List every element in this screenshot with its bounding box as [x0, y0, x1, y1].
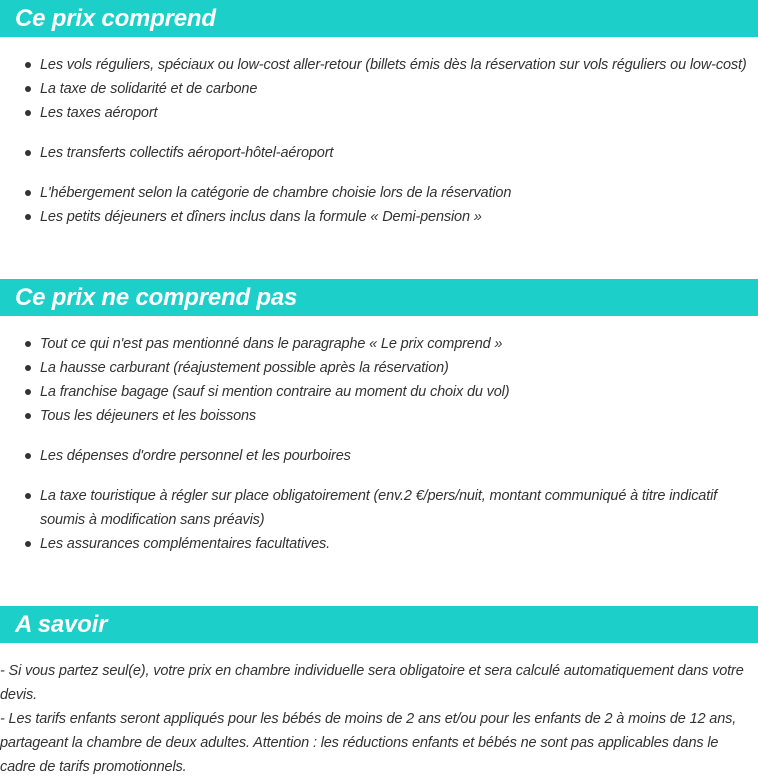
list-item-text: Les transferts collectifs aéroport-hôtel-aéroport [40, 145, 334, 161]
list-item-text: La franchise bagage (sauf si mention contraire au moment du choix du vol) [40, 384, 510, 400]
list-item [0, 444, 758, 468]
bullet-icon [25, 110, 31, 116]
list-item [0, 141, 758, 165]
section-title-excluded: Ce prix ne comprend pas [0, 279, 758, 316]
list-item [0, 356, 758, 380]
list-item [0, 332, 758, 356]
list-item [0, 205, 758, 229]
excluded-list [0, 332, 758, 556]
list-item [0, 181, 758, 205]
bullet-icon [25, 365, 31, 371]
bullet-icon [25, 541, 31, 547]
list-item [0, 101, 758, 125]
section-title-info: A savoir [0, 606, 758, 643]
list-item-text: La taxe de solidarité et de carbone [40, 81, 258, 97]
list-item [0, 404, 758, 428]
bullet-icon [25, 62, 31, 68]
list-item-text: L'hébergement selon la catégorie de chambre choisie lors de la réservation [40, 185, 512, 201]
info-note-children: - Les tarifs enfants seront appliqués pour les bébés de moins de 2 ans et/ou pour les enfants de 2 à moins de 12 ans, partageant la chambre de deux adultes. Attention : les réductions enfants et bébés ne sont pas applicables dans le cadre de tarifs promotionnels. [0, 711, 737, 775]
list-item-text: La taxe touristique à régler sur place obligatoirement (env.2 €/pers/nuit, montant communiqué à titre indicatif soumis à modification sans préavis) [40, 488, 718, 528]
bullet-icon [25, 493, 31, 499]
bullet-icon [25, 341, 31, 347]
list-item [0, 53, 758, 77]
info-note-single: - Si vous partez seul(e), votre prix en chambre individuelle sera obligatoire et sera calculé automatiquement dans votre devis. [0, 663, 744, 703]
bullet-icon [25, 453, 31, 459]
list-item-text: La hausse carburant (réajustement possible après la réservation) [40, 360, 449, 376]
included-list [0, 53, 758, 229]
list-item [0, 77, 758, 101]
bullet-icon [25, 214, 31, 220]
list-item-text: Les assurances complémentaires facultatives. [40, 536, 330, 552]
list-item [0, 532, 758, 556]
bullet-icon [25, 190, 31, 196]
bullet-icon [25, 389, 31, 395]
list-item-text: Les petits déjeuners et dîners inclus dans la formule « Demi-pension » [40, 209, 482, 225]
list-item [0, 484, 758, 532]
list-item-text: Les vols réguliers, spéciaux ou low-cost aller-retour (billets émis dès la réservation sur vols réguliers ou low-cost) [40, 57, 747, 73]
list-item-text: Les taxes aéroport [40, 105, 158, 121]
bullet-icon [25, 150, 31, 156]
section-title-included: Ce prix comprend [0, 0, 758, 37]
list-item [0, 380, 758, 404]
bullet-icon [25, 413, 31, 419]
list-item-text: Tous les déjeuners et les boissons [40, 408, 257, 424]
list-item-text: Tout ce qui n'est pas mentionné dans le paragraphe « Le prix comprend » [40, 336, 503, 352]
list-item-text: Les dépenses d'ordre personnel et les pourboires [40, 448, 351, 464]
bullet-icon [25, 86, 31, 92]
